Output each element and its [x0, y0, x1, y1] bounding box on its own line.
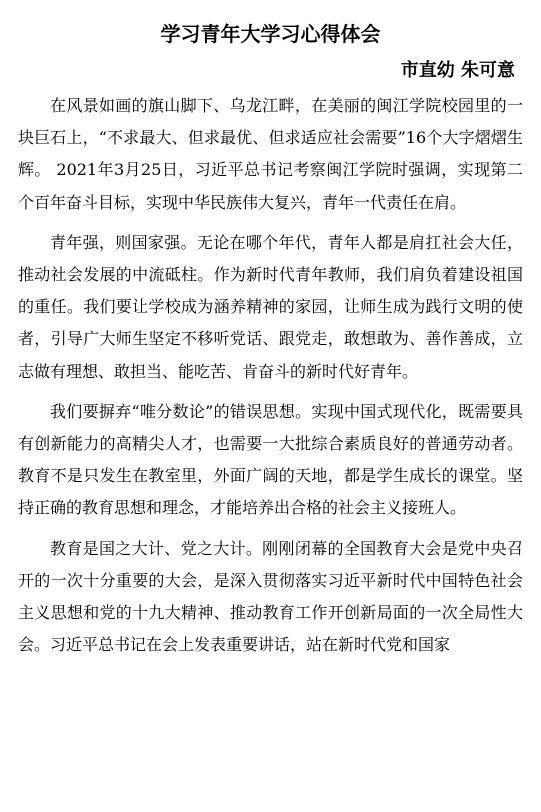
paragraph: 在风景如画的旗山脚下、乌龙江畔，在美丽的闽江学院校园里的一块巨石上，“不求最大、但求最优、但求适应社会需要”16个大字熠熠生辉。 2021年3月25日，习近平总书记考察闽江学院时强调，实现第二个百年奋斗目标，实现中华民族伟大复兴，青年一代责任在肩。 — [18, 96, 523, 212]
document-title: 学习青年大学习心得体会 — [160, 22, 381, 46]
paragraph: 我们要摒弃“唯分数论”的错误思想。实现中国式现代化，既需要具有创新能力的高精尖人才，也需要一大批综合素质良好的普通劳动者。教育不是只发生在教室里，外面广阔的天地，都是学生成长的课堂。坚持正确的教育思想和理念，才能培养出合格的社会主义接班人。 — [18, 401, 523, 518]
paragraph: 教育是国之大计、党之大计。刚刚闭幕的全国教育大会是党中央召开的一次十分重要的大会，是深入贯彻落实习近平新时代中国特色社会主义思想和党的十九大精神、推动教育工作开创新局面的一次全局性大会。习近平总书记在会上发表重要讲话，站在新时代党和国家 — [18, 538, 523, 655]
paragraph: 青年强，则国家强。无论在哪个年代，青年人都是肩扛社会大任，推动社会发展的中流砥柱。作为新时代青年教师，我们肩负着建设祖国的重任。我们要让学校成为涵养精神的家园，让师生成为践行文明的使者，引导广大师生坚定不移听党话、跟党走，敢想敢为、善作善成，立志做有理想、敢担当、能吃苦、肯奋斗的新时代好青年。 — [18, 232, 523, 381]
author-line: 市直幼 朱可意 — [400, 60, 515, 81]
